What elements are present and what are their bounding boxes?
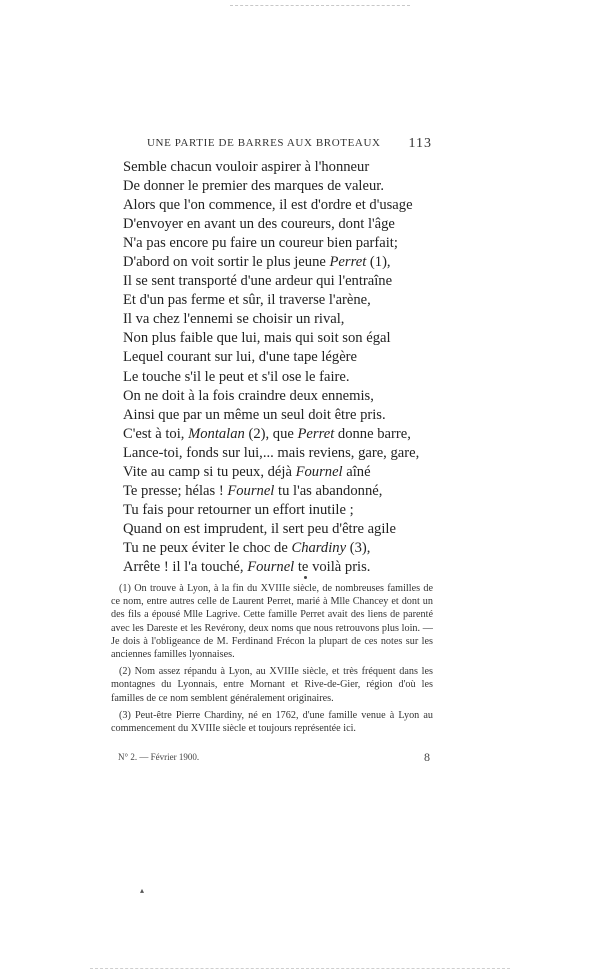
proper-name: Fournel bbox=[295, 463, 343, 480]
poem-body bbox=[123, 158, 423, 577]
verse-text: (1), bbox=[366, 254, 391, 271]
verse-text: Le touche s'il le peut et s'il ose le faire. bbox=[123, 368, 350, 385]
verse-text: Tu fais pour retourner un effort inutile ; bbox=[123, 501, 354, 518]
verse-text: On ne doit à la fois craindre deux ennemis, bbox=[123, 387, 374, 404]
verse-line bbox=[123, 501, 423, 520]
proper-name: Fournel bbox=[227, 482, 275, 499]
verse-text: Non plus faible que lui, mais qui soit son égal bbox=[123, 330, 391, 347]
verse-line bbox=[123, 387, 423, 406]
verse-text: De donner le premier des marques de valeur. bbox=[123, 178, 384, 195]
verse-text: donne barre, bbox=[334, 425, 411, 442]
verse-line bbox=[123, 272, 423, 291]
footnote-3: (3) Peut-être Pierre Chardiny, né en 1762, d'une famille venue à Lyon au commencement du XVIIIe siècle et toujours représentée ici. bbox=[111, 709, 433, 735]
page-number: 113 bbox=[408, 136, 432, 151]
verse-line bbox=[123, 177, 423, 196]
verse-text: (3), bbox=[346, 539, 371, 556]
verse-line bbox=[123, 329, 423, 348]
page-edge-top bbox=[230, 5, 410, 7]
verse-text: tu l'as abandonné, bbox=[274, 482, 383, 499]
verse-text: Quand on est imprudent, il sert peu d'être agile bbox=[123, 520, 396, 537]
verse-line bbox=[123, 520, 423, 539]
footnotes bbox=[111, 582, 433, 739]
running-title: UNE PARTIE DE BARRES AUX BROTEAUX bbox=[147, 137, 381, 149]
verse-text: Lequel courant sur lui, d'une tape légère bbox=[123, 349, 358, 366]
verse-text: Tu ne peux éviter le choc de bbox=[123, 539, 292, 556]
proper-name: Fournel bbox=[247, 558, 295, 575]
proper-name: Perret bbox=[297, 425, 335, 442]
verse-text: Semble chacun vouloir aspirer à l'honneur bbox=[123, 159, 370, 175]
verse-text: Et d'un pas ferme et sûr, il traverse l'arène, bbox=[123, 292, 371, 309]
verse-text: N'a pas encore pu faire un coureur bien parfait; bbox=[123, 235, 398, 252]
footnote-2: (2) Nom assez répandu à Lyon, au XVIIIe siècle, et très fréquent dans les montagnes du Lyonnais, entre Mornant et Rive-de-Gier, région d'où les familles de ce nom semblent généralement originaires. bbox=[111, 666, 433, 704]
verse-text: Ainsi que par un même un seul doit être pris. bbox=[123, 406, 386, 423]
verse-text: (2), que bbox=[244, 425, 298, 442]
verse-text: Il va chez l'ennemi se choisir un rival, bbox=[123, 311, 345, 328]
verse-line bbox=[123, 482, 423, 501]
verse-line bbox=[123, 234, 423, 253]
verse-text: Vite au camp si tu peux, déjà bbox=[123, 463, 296, 480]
verse-line bbox=[123, 368, 423, 387]
footnote-mark bbox=[304, 576, 307, 579]
verse-text: Lance-toi, fonds sur lui,... mais reviens, gare, gare, bbox=[123, 444, 420, 461]
verse-line bbox=[123, 558, 423, 577]
issue-note: N° 2. — Février 1900. bbox=[118, 752, 200, 762]
proper-name: Perret bbox=[329, 254, 367, 271]
verse-line bbox=[123, 406, 423, 425]
proper-name: Chardiny bbox=[291, 539, 347, 556]
verse-text: C'est à toi, bbox=[123, 425, 189, 442]
verse-text: aîné bbox=[342, 463, 371, 480]
verse-text: Te presse; hélas ! bbox=[123, 482, 228, 499]
running-header bbox=[147, 137, 432, 149]
signature-line bbox=[118, 752, 430, 762]
verse-line bbox=[123, 348, 423, 367]
verse-text: te voilà pris. bbox=[294, 558, 371, 575]
verse-line bbox=[123, 425, 423, 444]
verse-text: Il se sent transporté d'une ardeur qui l'entraîne bbox=[123, 273, 393, 290]
verse-text: Arrête ! il l'a touché, bbox=[123, 558, 248, 575]
sheet-number: 8 bbox=[424, 750, 430, 764]
stray-mark: ▴ bbox=[140, 886, 145, 895]
page-edge-bottom bbox=[90, 968, 510, 970]
verse-line bbox=[123, 291, 423, 310]
verse-text: Alors que l'on commence, il est d'ordre et d'usage bbox=[123, 197, 413, 214]
verse-line bbox=[123, 463, 423, 482]
verse-text: D'abord on voit sortir le plus jeune bbox=[123, 254, 330, 271]
verse-line bbox=[123, 253, 423, 272]
verse-line bbox=[123, 444, 423, 463]
verse-line bbox=[123, 539, 423, 558]
footnote-1: (1) On trouve à Lyon, à la fin du XVIIIe siècle, de nombreuses familles de ce nom, entre autres celle de Laurent Perret, marié à Mlle Chancey et dont un des fils a épousé Mlle Lagrive. Cette famille Perret avait des liens de parenté avec les Dareste et les Revérony, deux noms que nous retrouvons plus loin. — Je dois à l'obligeance de M. Ferdinand Frécon la plupart de ces notes sur les anciennes familles lyonnaises. bbox=[111, 583, 433, 661]
verse-line bbox=[123, 196, 423, 215]
verse-line bbox=[123, 215, 423, 234]
proper-name: Montalan bbox=[188, 425, 245, 442]
verse-text: D'envoyer en avant un des coureurs, dont l'âge bbox=[123, 216, 395, 233]
verse-line bbox=[123, 158, 423, 177]
verse-line bbox=[123, 310, 423, 329]
